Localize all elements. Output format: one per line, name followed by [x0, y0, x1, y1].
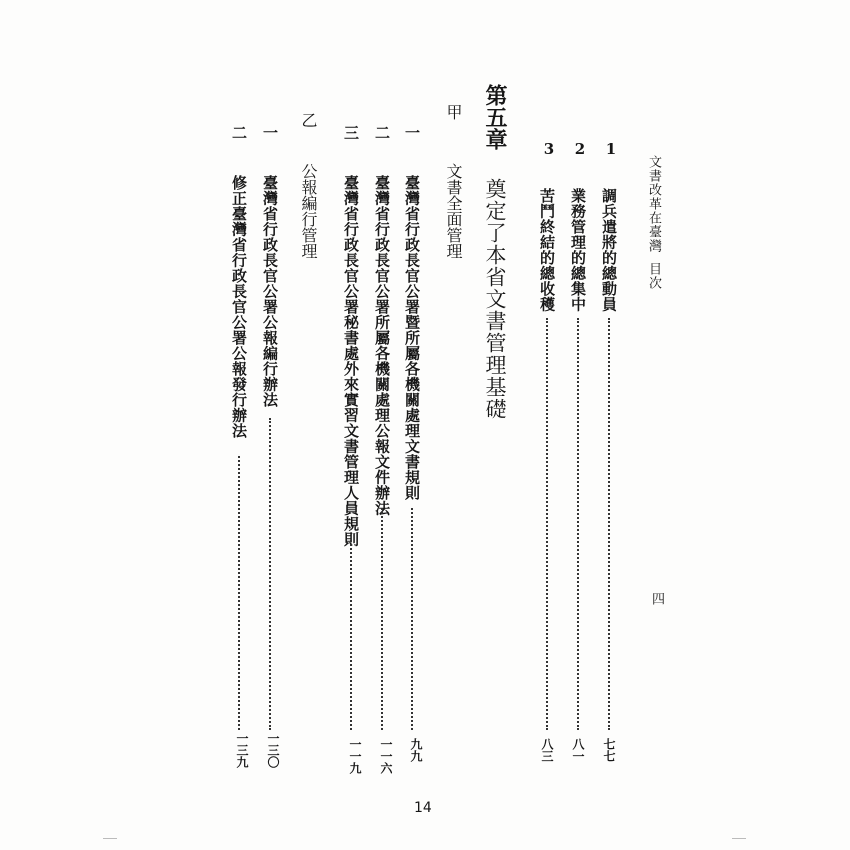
- page-kanji: 四: [649, 592, 664, 606]
- toc-number: 一: [403, 125, 421, 140]
- toc-number: 3: [540, 140, 558, 158]
- toc-number: 二: [230, 125, 248, 140]
- toc-page-ref: 九九: [409, 738, 423, 762]
- toc-page-ref: 八一: [571, 738, 585, 762]
- dot-leader: [577, 318, 579, 730]
- toc-entry-text: 臺灣省行政長官公署所屬各機關處理公報文件辦法: [373, 175, 391, 516]
- toc-number: 2: [571, 140, 589, 158]
- dot-leader: [238, 456, 240, 730]
- toc-page-ref: 八三: [540, 738, 554, 762]
- section-label: 甲: [444, 104, 463, 120]
- dot-leader: [411, 508, 413, 730]
- toc-page-ref: 一三〇: [266, 732, 280, 768]
- toc-number: 一: [261, 125, 279, 140]
- section-title: 公報編行管理: [299, 163, 318, 259]
- toc-number: 二: [373, 125, 391, 140]
- dot-leader: [546, 318, 548, 730]
- toc-entry-text: 臺灣省行政長官公署暨所屬各機關處理文書規則: [403, 175, 421, 501]
- dot-leader: [269, 418, 271, 730]
- crop-mark: [103, 838, 117, 839]
- dot-leader: [608, 318, 610, 730]
- toc-entry-text: 調兵遣將的總動員: [600, 188, 618, 312]
- toc-number: 1: [602, 140, 620, 158]
- section-label: 乙: [299, 112, 318, 128]
- crop-mark: [732, 838, 746, 839]
- book-title: 文書改革在臺灣: [646, 155, 661, 253]
- toc-page-ref: 一一六: [379, 738, 393, 774]
- page-number: 14: [414, 800, 432, 816]
- toc-page-ref: 七七: [602, 738, 616, 762]
- dot-leader: [381, 508, 383, 730]
- chapter-label: 第五章: [482, 84, 508, 150]
- toc-number: 三: [342, 125, 360, 140]
- toc-entry-text: 修正臺灣省行政長官公署公報發行辦法: [230, 175, 248, 439]
- toc-entry-text: 臺灣省行政長官公署秘書處外來實習文書管理人員規則: [342, 175, 360, 547]
- toc-page-ref: 一一九: [348, 738, 362, 774]
- chapter-title: 奠定了本省文書管理基礎: [483, 178, 507, 420]
- section-title: 文書全面管理: [444, 163, 463, 259]
- toc-page-ref: 一三九: [235, 732, 249, 768]
- toc-entry-text: 業務管理的總集中: [569, 188, 587, 312]
- toc-entry-text: 苦鬥終結的總收穫: [538, 188, 556, 312]
- toc-entry-text: 臺灣省行政長官公署公報編行辦法: [261, 175, 279, 408]
- dot-leader: [350, 540, 352, 730]
- section-label: 目次: [646, 262, 661, 290]
